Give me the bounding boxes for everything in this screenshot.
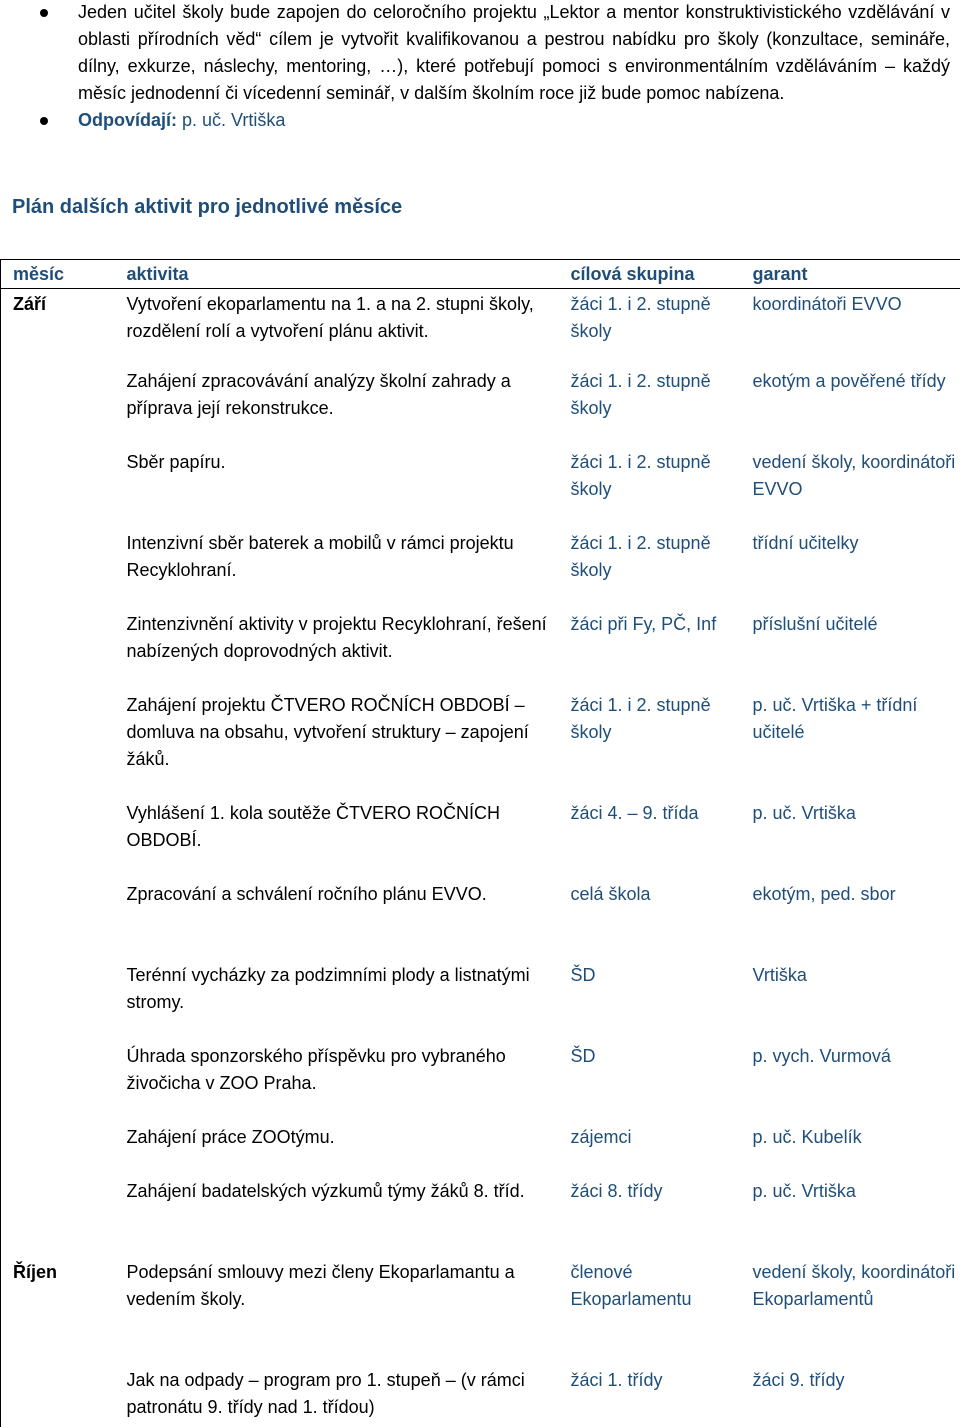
table-row <box>1 1367 960 1427</box>
table-row <box>1 962 960 1043</box>
bullet-icon <box>40 9 48 17</box>
bullet-text: Jeden učitel školy bude zapojen do celoročního projektu „Lektor a mentor konstruktivistického vzdělávání v oblasti přírodních věd“ cílem je vytvořit kvalifikovanou a pestrou nabídku pro školy (konzultace, semináře, dílny, exkurze, náslechy, mentoring, …), které potřebují pomoci s environmentálním vzděláváním – každý měsíc jednodenní či vícedenní seminář, v dalším školním roce již bude pomoc nabízena. <box>78 2 950 103</box>
cell-group: žáci při Fy, PČ, Inf <box>559 611 741 692</box>
cell-guarantor: p. vych. Vurmová <box>741 1043 960 1124</box>
cell-month <box>1 1178 115 1259</box>
cell-guarantor: Vrtiška <box>741 962 960 1043</box>
header-target-group: cílová skupina <box>559 260 741 289</box>
cell-month <box>1 962 115 1043</box>
bullet-item-responsible <box>0 107 960 134</box>
bullet-item-lektor <box>0 0 960 107</box>
cell-month <box>1 692 115 800</box>
activity-table <box>0 259 960 1427</box>
cell-activity: Zahájení projektu ČTVERO ROČNÍCH OBDOBÍ – domluva na obsahu, vytvoření struktury – zapojení žáků. <box>115 692 559 800</box>
bullet-icon <box>40 117 48 125</box>
cell-activity: Vyhlášení 1. kola soutěže ČTVERO ROČNÍCH OBDOBÍ. <box>115 800 559 881</box>
cell-group: zájemci <box>559 1124 741 1178</box>
cell-group: žáci 8. třídy <box>559 1178 741 1259</box>
table-row <box>1 530 960 611</box>
cell-activity: Intenzivní sběr baterek a mobilů v rámci projektu Recyklohraní. <box>115 530 559 611</box>
cell-month: Září <box>1 289 115 368</box>
cell-activity: Zahájení badatelských výzkumů týmy žáků 8. tříd. <box>115 1178 559 1259</box>
cell-activity: Úhrada sponzorského příspěvku pro vybraného živočicha v ZOO Praha. <box>115 1043 559 1124</box>
table-row <box>1 800 960 881</box>
cell-activity: Vytvoření ekoparlamentu na 1. a na 2. stupni školy, rozdělení rolí a vytvoření plánu aktivit. <box>115 289 559 368</box>
cell-group: žáci 1. třídy <box>559 1367 741 1427</box>
cell-month <box>1 800 115 881</box>
header-activity: aktivita <box>115 260 559 289</box>
cell-activity: Zahájení práce ZOOtýmu. <box>115 1124 559 1178</box>
activity-table-wrapper <box>0 259 960 1427</box>
table-row <box>1 881 960 962</box>
cell-group: členové Ekoparlamentu <box>559 1259 741 1367</box>
responsible-value: p. uč. Vrtiška <box>177 110 285 130</box>
table-row <box>1 1259 960 1367</box>
cell-guarantor: příslušní učitelé <box>741 611 960 692</box>
cell-group: žáci 1. i 2. stupně školy <box>559 530 741 611</box>
cell-month <box>1 611 115 692</box>
cell-group: celá škola <box>559 881 741 962</box>
cell-month <box>1 1367 115 1427</box>
cell-guarantor: koordinátoři EVVO <box>741 289 960 368</box>
cell-month <box>1 881 115 962</box>
cell-month: Říjen <box>1 1259 115 1367</box>
cell-month <box>1 1124 115 1178</box>
table-row <box>1 368 960 449</box>
cell-month <box>1 368 115 449</box>
cell-guarantor: p. uč. Vrtiška + třídní učitelé <box>741 692 960 800</box>
cell-guarantor: ekotým a pověřené třídy <box>741 368 960 449</box>
cell-activity: Zintenzivnění aktivity v projektu Recyklohraní, řešení nabízených doprovodných aktivit. <box>115 611 559 692</box>
bullet-list <box>0 0 960 134</box>
cell-month <box>1 530 115 611</box>
table-header-row <box>1 260 960 289</box>
cell-guarantor: p. uč. Kubelík <box>741 1124 960 1178</box>
cell-activity: Zpracování a schválení ročního plánu EVVO. <box>115 881 559 962</box>
header-guarantor: garant <box>741 260 960 289</box>
plan-title: Plán dalších aktivit pro jednotlivé měsíce <box>12 194 402 221</box>
cell-group: žáci 4. – 9. třída <box>559 800 741 881</box>
cell-group: žáci 1. i 2. stupně školy <box>559 289 741 368</box>
cell-guarantor: p. uč. Vrtiška <box>741 1178 960 1259</box>
cell-activity: Terénní vycházky za podzimními plody a listnatými stromy. <box>115 962 559 1043</box>
header-month: měsíc <box>1 260 115 289</box>
cell-activity: Zahájení zpracovávání analýzy školní zahrady a příprava její rekonstrukce. <box>115 368 559 449</box>
responsible-label: Odpovídají: <box>78 110 177 130</box>
table-row <box>1 1178 960 1259</box>
table-row <box>1 611 960 692</box>
cell-activity: Jak na odpady – program pro 1. stupeň – (v rámci patronátu 9. třídy nad 1. třídou) <box>115 1367 559 1427</box>
cell-group: žáci 1. i 2. stupně školy <box>559 692 741 800</box>
table-row <box>1 289 960 368</box>
cell-group: ŠD <box>559 962 741 1043</box>
cell-guarantor: třídní učitelky <box>741 530 960 611</box>
table-row <box>1 1043 960 1124</box>
cell-month <box>1 1043 115 1124</box>
table-row <box>1 692 960 800</box>
table-row <box>1 449 960 530</box>
cell-activity: Sběr papíru. <box>115 449 559 530</box>
cell-guarantor: vedení školy, koordinátoři Ekoparlamentů <box>741 1259 960 1367</box>
cell-guarantor: ekotým, ped. sbor <box>741 881 960 962</box>
cell-activity: Podepsání smlouvy mezi členy Ekoparlamantu a vedením školy. <box>115 1259 559 1367</box>
cell-guarantor: žáci 9. třídy <box>741 1367 960 1427</box>
cell-group: ŠD <box>559 1043 741 1124</box>
cell-guarantor: vedení školy, koordinátoři EVVO <box>741 449 960 530</box>
table-row <box>1 1124 960 1178</box>
cell-month <box>1 449 115 530</box>
cell-group: žáci 1. i 2. stupně školy <box>559 368 741 449</box>
cell-group: žáci 1. i 2. stupně školy <box>559 449 741 530</box>
cell-guarantor: p. uč. Vrtiška <box>741 800 960 881</box>
